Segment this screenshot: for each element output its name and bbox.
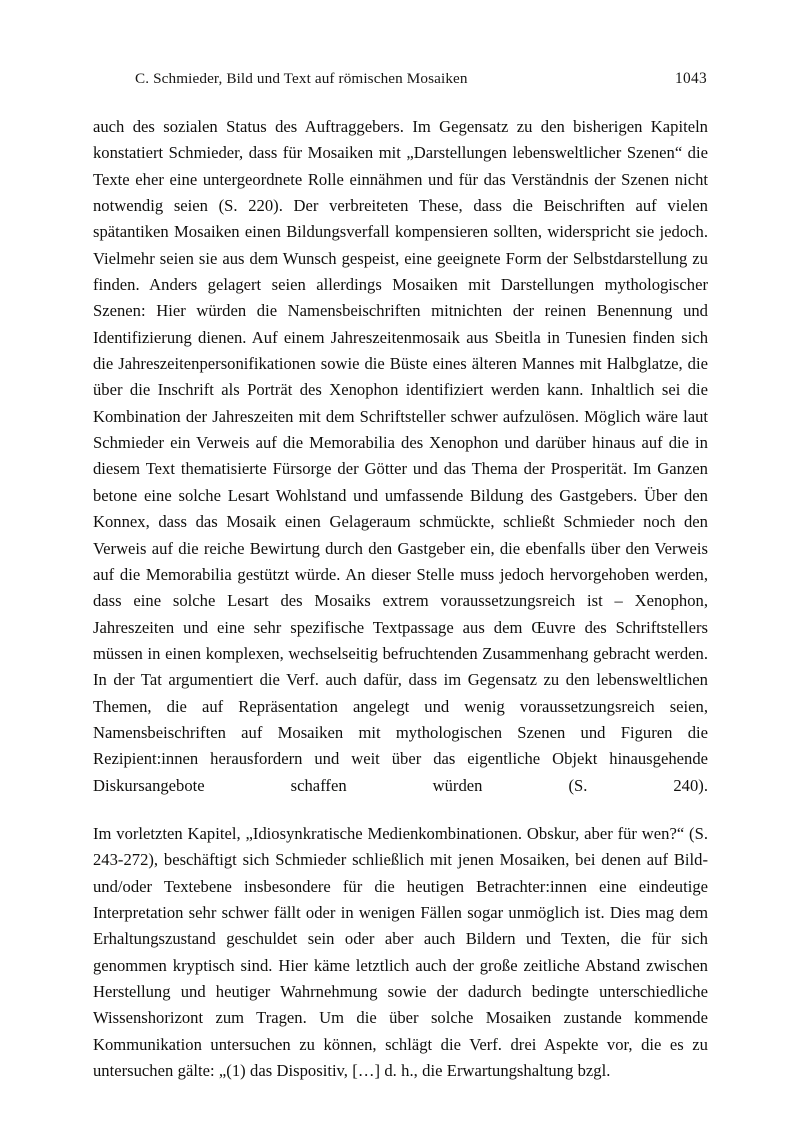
page-number: 1043 [675,70,707,87]
body-paragraph: Im vorletzten Kapitel, „Idiosynkratische Medienkombinationen. Obskur, aber für wen?“ (S. 243-272), beschäftigt sich Schmieder schließlich mit jenen Mosaiken, bei denen auf Bild- und/oder Textebene insbesondere für die heutigen Betrachter:innen eine eindeutige Interpretation sehr schwer fällt oder in wenigen Fällen sogar unmöglich ist. Dies mag dem Erhaltungszustand geschuldet sein oder aber auch Bildern und Texten, die für sich genommen kryptisch sind. Hier käme letztlich auch der große zeitliche Abstand zwischen Herstellung und heutiger Wahrnehmung sowie der dadurch bedingte unterschiedliche Wissenshorizont zum Tragen. Um die über solche Mosaiken zustande kommende Kommunikation untersuchen zu können, schlägt die Verf. drei Aspekte vor, die es zu untersuchen gälte: „(1) das Dispositiv, […] d. h., die Erwartungshaltung bzgl. [93,823,708,1081]
running-head [93,68,707,90]
body-paragraph: auch des sozialen Status des Auftraggebers. Im Gegensatz zu den bisherigen Kapiteln konstatiert Schmieder, dass für Mosaiken mit „Darstellungen lebensweltlicher Szenen“ die Texte eher eine untergeordnete Rolle einnähmen und für das Verständnis der Szenen nicht notwendig seien (S. 220). Der verbreiteten These, dass die Beischriften auf vielen spätantiken Mosaiken einen Bildungsverfall kompensieren sollten, widerspricht sie jedoch. Vielmehr seien sie aus dem Wunsch gespeist, eine geeignete Form der Selbstdarstellung zu finden. Anders gelagert seien allerdings Mosaiken mit Darstellungen mythologischer Szenen: Hier würden die Namensbeischriften mitnichten der reinen Benennung und Identifizierung dienen. Auf einem Jahreszeitenmosaik aus Sbeitla in Tunesien finden sich die Jahreszeitenpersonifikationen sowie die Büste eines älteren Mannes mit Halbglatze, die über die Inschrift als Porträt des Xenophon identifiziert werden kann. Inhaltlich sei die Kombination der Jahreszeiten mit dem Schriftsteller schwer aufzulösen. Möglich wäre laut Schmieder ein Verweis auf die Memorabilia des Xenophon und darüber hinaus auf die in diesem Text thematisierte Fürsorge der Götter und das Thema der Prosperität. Im Ganzen betone eine solche Lesart Wohlstand und umfassende Bildung des Gastgebers. Über den Konnex, dass das Mosaik einen Gelageraum schmückte, schließt Schmieder noch den Verweis auf die reiche Bewirtung durch den Gastgeber ein, die ebenfalls über den Verweis auf die Memorabilia gestützt würde. An dieser Stelle muss jedoch hervorgehoben werden, dass eine solche Lesart des Mosaiks extrem voraussetzungsreich ist – Xenophon, Jahreszeiten und eine sehr spezifische Textpassage aus dem Œuvre des Schriftstellers müssen in einen komplexen, wechselseitig befruchtenden Zusammenhang gebracht werden. In der Tat argumentiert die Verf. auch dafür, dass im Gegensatz zu den lebensweltlichen Themen, die auf Repräsentation angelegt und wenig voraussetzungsreich seien, Namensbeischriften auf Mosaiken mit mythologischen Szenen und Figuren die Rezipient:innen herausfordern und weit über das eigentliche Objekt hinausgehende Diskursangebote schaffen würden (S. 240). [93,117,708,795]
running-head-title: C. Schmieder, Bild und Text auf römischen Mosaiken [135,70,468,87]
body-text-block [93,114,708,1084]
